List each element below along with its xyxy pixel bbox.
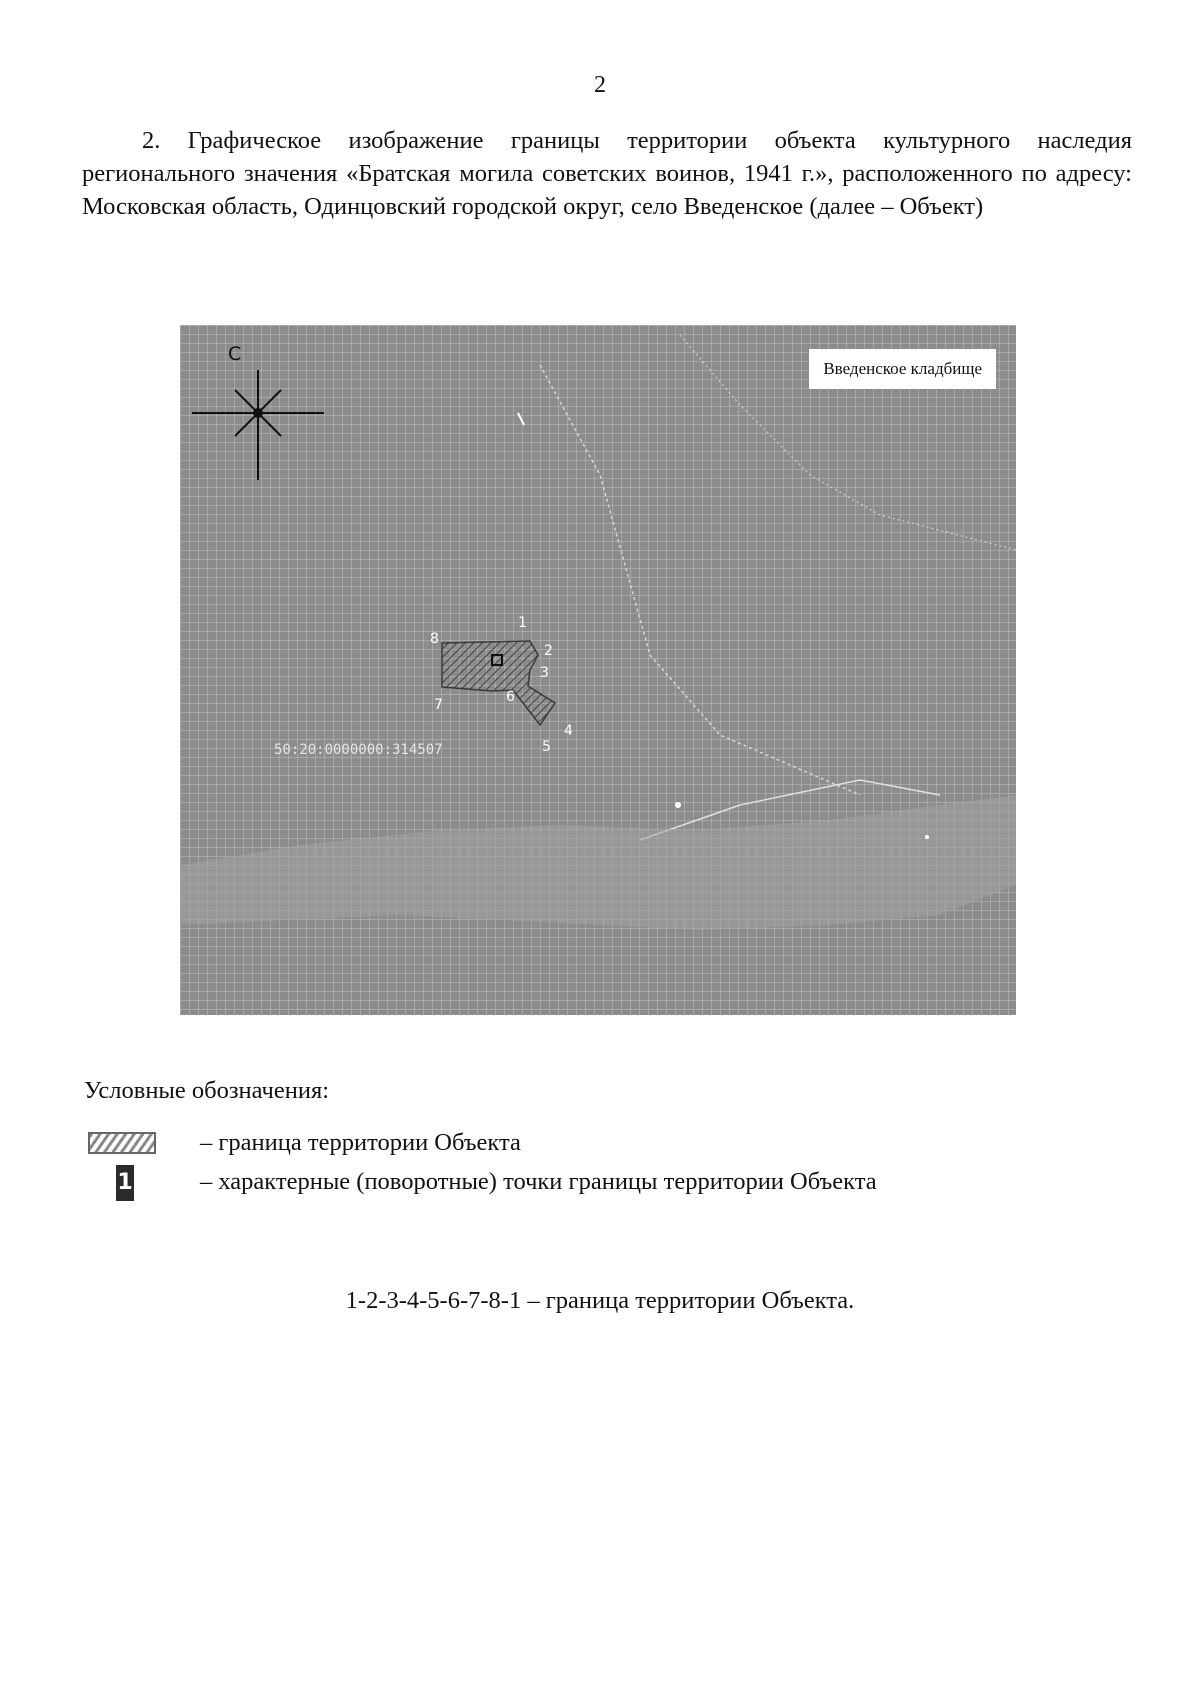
boundary-point-label: 4 [564,723,573,739]
map-dot [925,835,929,839]
compass-rose-icon [192,370,324,480]
intro-paragraph: 2. Графическое изображение границы территории объекта культурного наследия регионального значения «Братская могила советских воинов, 1941 г.», расположенного по адресу: Московская область, Одинцовский городской округ, село Введенское (далее – Объект) [82,127,1132,220]
cadastral-number-label: 50:20:0000000:314507 [274,742,443,758]
boundary-point-label: 8 [430,631,439,647]
legend-title: Условные обозначения: [84,1077,330,1104]
boundary-point-label: 5 [542,739,551,755]
map-overlay [180,325,1016,1015]
boundary-point-label: 6 [506,689,515,705]
legend-points-text: – характерные (поворотные) точки границы территории Объекта [200,1168,877,1195]
north-letter: С [228,343,242,365]
map-mark [518,413,524,425]
road-line [540,365,860,795]
page-number: 2 [594,72,606,98]
lighter-area [180,795,1016,930]
boundary-point-label: 7 [434,697,443,713]
boundary-caption: 1-2-3-4-5-6-7-8-1 – граница территории Объекта. [345,1287,855,1314]
boundary-point-label: 2 [544,643,553,659]
object-boundary-polygon [442,641,555,725]
boundary-point-label: 1 [518,615,527,631]
cemetery-label: Введенское кладбище [809,349,996,389]
map-figure [180,325,1016,1015]
hatch-swatch-icon [88,1132,156,1154]
map-dot [675,802,681,808]
boundary-point-label: 3 [540,665,549,681]
legend-boundary-text: – граница территории Объекта [200,1129,521,1156]
point-swatch-icon: 1 [116,1165,134,1201]
